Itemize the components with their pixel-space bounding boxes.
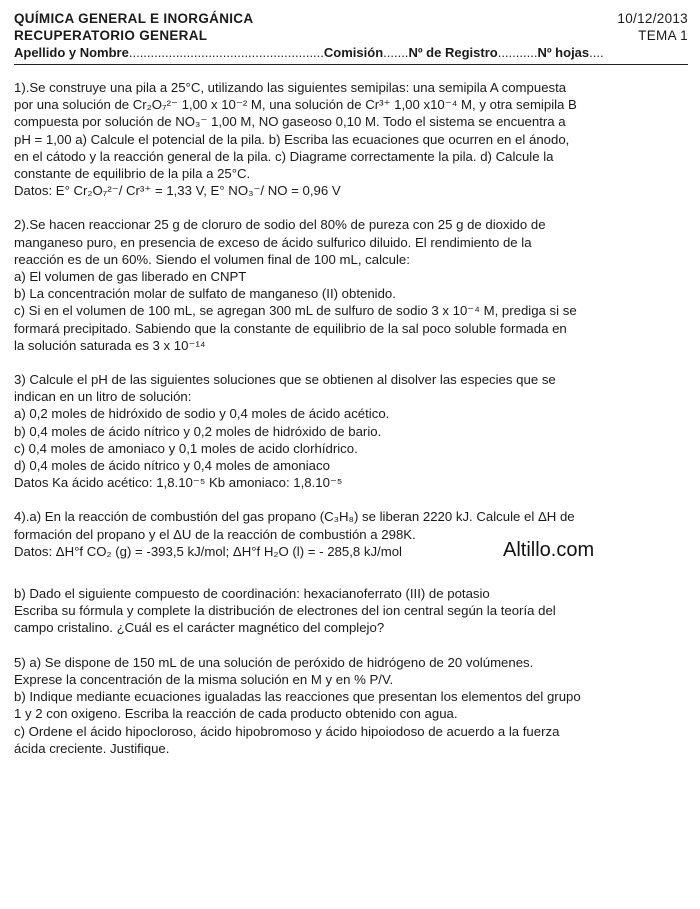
q3-line: c) 0,4 moles de amoniaco y 0,1 moles de acido clorhídrico.	[14, 440, 358, 456]
q1-line: 1).Se construye una pila a 25°C, utilizando las siguientes semipilas: una semipila A compuesta	[14, 80, 567, 95]
question-3	[14, 371, 688, 491]
q4-line: 4).a) En la reacción de combustión del gas propano (C₃H₈) se liberan 2220 kJ. Calcule el ΔH de	[14, 509, 575, 525]
question-1	[14, 79, 688, 199]
q1-line: constante de equilibrio de la pila a 25°C.	[14, 166, 251, 182]
hojas-dots: ....	[589, 45, 604, 60]
q3-data: Datos Ka ácido acético: 1,8.10⁻⁵ Kb amoniaco: 1,8.10⁻⁵	[14, 475, 343, 491]
apellido-dots: ......................................................	[128, 45, 324, 60]
question-4	[14, 508, 688, 636]
q2-line: b) La concentración molar de sulfato de manganeso (II) obtenido.	[14, 286, 396, 302]
q1-line: compuesta por solución de NO₃⁻ 1,00 M, NO gaseoso 0,10 M. Todo el sistema se encuentra a	[14, 114, 566, 130]
q5-line: b) Indique mediante ecuaciones igualadas las reacciones que presentan los elementos del grupo	[14, 689, 581, 705]
exam-type: RECUPERATORIO GENERAL	[14, 28, 208, 43]
q4-data: Datos: ΔH°f CO₂ (g) = -393,5 kJ/mol; ΔH°f H₂O (l) = - 285,8 kJ/mol	[14, 543, 402, 559]
q5-line: 5) a) Se dispone de 150 mL de una solución de peróxido de hidrógeno de 20 volúmenes.	[14, 654, 534, 670]
q2-line: c) Si en el volumen de 100 mL, se agregan 300 mL de sulfuro de sodio 3 x 10⁻⁴ M, prediga si se	[14, 303, 577, 319]
hojas-label: Nº hojas	[537, 45, 590, 60]
q3-line: 3) Calcule el pH de las siguientes soluciones que se obtienen al disolver las especies que se	[14, 372, 556, 388]
q5-line: ácida creciente. Justifique.	[14, 740, 170, 756]
q4-line: b) Dado el siguiente compuesto de coordinación: hexacianoferrato (III) de potasio	[14, 586, 490, 602]
comision-label: Comisión	[323, 45, 384, 60]
q2-line: la solución saturada es 3 x 10⁻¹⁴	[14, 337, 206, 353]
q1-line: pH = 1,00 a) Calcule el potencial de la pila. b) Escriba las ecuaciones que ocurren en el ánodo,	[14, 131, 570, 147]
q3-line: indican en un litro de solución:	[14, 389, 192, 405]
q2-line: manganeso puro, en presencia de exceso de ácido sulfurico diluido. El rendimiento de la	[14, 234, 532, 250]
student-info-line	[14, 44, 688, 61]
question-5	[14, 654, 688, 757]
q4-line: campo cristalino. ¿Cuál es el carácter magnético del complejo?	[14, 620, 385, 636]
apellido-label: Apellido y Nombre	[14, 45, 129, 60]
subject-title: QUÍMICA GENERAL E INORGÁNICA	[14, 11, 254, 26]
question-2	[14, 216, 688, 354]
q2-line: 2).Se hacen reaccionar 25 g de cloruro de sodio del 80% de pureza con 25 g de dioxido de	[14, 217, 546, 233]
q4-line: Escriba su fórmula y complete la distribución de electrones del ion central según la teoría del	[14, 603, 556, 619]
q5-line: 1 y 2 con oxigeno. Escriba la reacción de cada producto obtenido con agua.	[14, 706, 458, 722]
tema-label: TEMA 1	[638, 28, 688, 43]
q3-line: d) 0,4 moles de ácido nítrico y 0,4 moles de amoniaco	[14, 458, 330, 474]
header-row-1	[14, 10, 688, 27]
q2-line: reacción es de un 60%. Siendo el volumen final de 100 mL, calcule:	[14, 251, 410, 267]
q2-line: a) El volumen de gas liberado en CNPT	[14, 269, 247, 285]
q3-line: a) 0,2 moles de hidróxido de sodio y 0,4 moles de ácido acético.	[14, 406, 390, 422]
q2-line: formará precipitado. Sabiendo que la constante de equilibrio de la sal poco soluble formada en	[14, 320, 567, 336]
q1-data: Datos: E° Cr₂O₇²⁻/ Cr³⁺ = 1,33 V, E° NO₃⁻/ NO = 0,96 V	[14, 183, 341, 199]
q5-line: Exprese la concentración de la misma solución en M y en % P/V.	[14, 671, 394, 687]
registro-label: Nº de Registro	[408, 45, 498, 60]
q1-line: por una solución de Cr₂O₇²⁻ 1,00 x 10⁻² M, una solución de Cr³⁺ 1,00 x10⁻⁴ M, y otra semipila B	[14, 97, 577, 113]
registro-dots: ...........	[497, 45, 538, 60]
altillo-watermark: Altillo.com	[503, 539, 595, 561]
header-row-2	[14, 27, 688, 44]
q1-line: en el cátodo y la reacción general de la pila. c) Diagrame correctamente la pila. d) Calcule la	[14, 148, 554, 164]
q3-line: b) 0,4 moles de ácido nítrico y 0,2 moles de hidróxido de bario.	[14, 423, 382, 439]
exam-date: 10/12/2013	[617, 11, 688, 26]
q4-line: formación del propano y el ΔU de la reacción de combustión a 298K.	[14, 526, 416, 542]
q5-line: c) Ordene el ácido hipocloroso, ácido hipobromoso y ácido hipoiodoso de acuerdo a la fuerza	[14, 723, 560, 739]
comision-dots: .......	[383, 45, 409, 60]
